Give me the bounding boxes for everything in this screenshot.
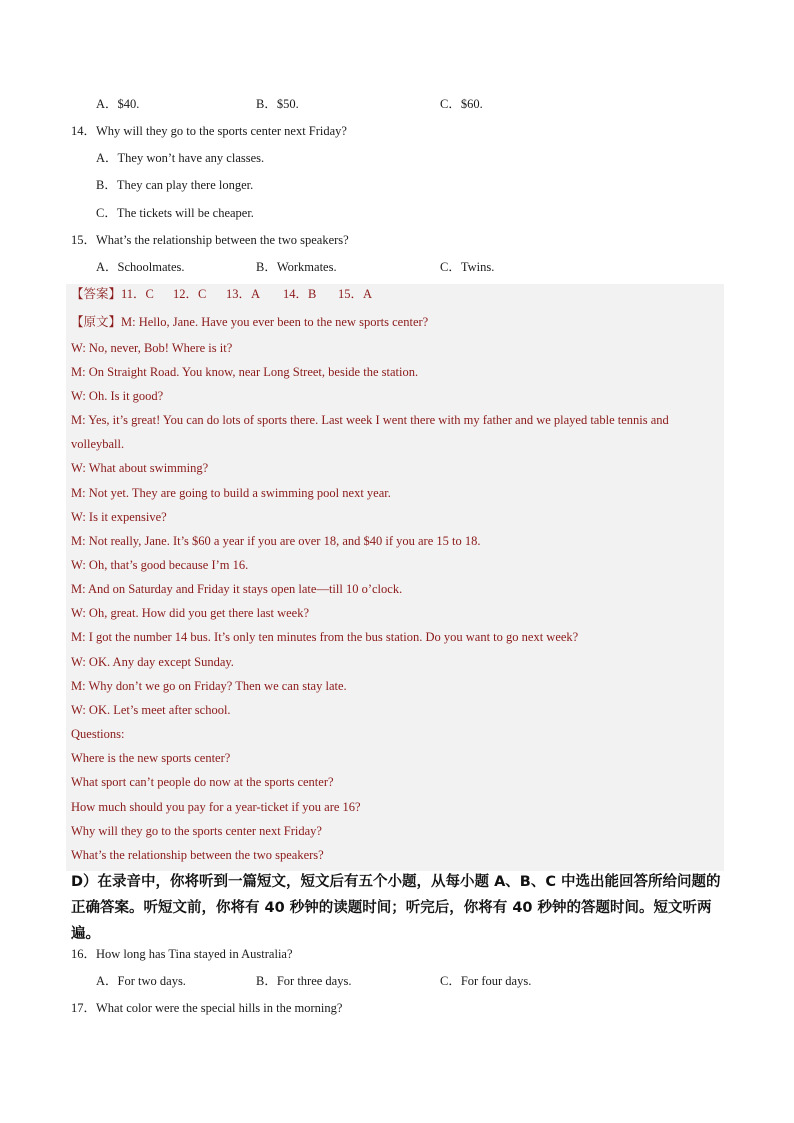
transcript-line-1: W: No, never, Bob! Where is it? <box>71 341 233 355</box>
transcript-question-3: How much should you pay for a year-ticket if you are 16? <box>71 800 361 814</box>
q15-question: 15．What’s the relationship between the two speakers? <box>71 233 349 247</box>
section-d-instructions: D）在录音中，你将听到一篇短文，短文后有五个小题，从每小题 A、B、C 中选出能回答所给问题的正确答案。听短文前，你将有 40 秒钟的读题时间；听完后，你将有 40 秒钟的答题时间。短文听两遍。 <box>71 874 721 942</box>
transcript-line-2: M: On Straight Road. You know, near Long Street, beside the station. <box>71 365 419 379</box>
transcript-line-7: W: Is it expensive? <box>71 510 167 524</box>
answer-13: 13．A <box>226 287 261 301</box>
q14-option-c: C．The tickets will be cheaper. <box>96 206 254 220</box>
q14-option-b: B．They can play there longer. <box>96 178 254 192</box>
transcript-question-1: Where is the new sports center? <box>71 751 231 765</box>
q16-option-b: B．For three days. <box>256 974 352 988</box>
transcript-line-9: W: Oh, that’s good because I’m 16. <box>71 558 249 572</box>
transcript-line-6: M: Not yet. They are going to build a swimming pool next year. <box>71 486 391 500</box>
transcript-first-line <box>71 314 721 330</box>
transcript-line-0: M: Hello, Jane. Have you ever been to the new sports center? <box>121 315 429 329</box>
q14-option-a: A．They won’t have any classes. <box>96 151 265 165</box>
answer-11: 11．C <box>121 287 154 301</box>
transcript-question-4: Why will they go to the sports center next Friday? <box>71 824 322 838</box>
q14-question: 14．Why will they go to the sports center next Friday? <box>71 124 347 138</box>
transcript-line-11: W: Oh, great. How did you get there last week? <box>71 606 310 620</box>
q15-option-b: B．Workmates. <box>256 260 337 274</box>
answer-label: 【答案】 <box>71 287 122 301</box>
transcript-line-8: M: Not really, Jane. It’s $60 a year if you are over 18, and $40 if you are 15 to 18. <box>71 534 481 548</box>
transcript-line-12: M: I got the number 14 bus. It’s only ten minutes from the bus station. Do you want to go next week? <box>71 630 579 644</box>
q13-option-b: B．$50. <box>256 97 299 111</box>
transcript-label: 【原文】 <box>71 315 122 329</box>
q15-option-a: A．Schoolmates. <box>96 260 185 274</box>
transcript-line-13: W: OK. Any day except Sunday. <box>71 655 234 669</box>
q13-option-c: C．$60. <box>440 97 483 111</box>
transcript-line-10: M: And on Saturday and Friday it stays open late—till 10 o’clock. <box>71 582 403 596</box>
transcript-line-14: M: Why don’t we go on Friday? Then we can stay late. <box>71 679 347 693</box>
q15-option-c: C．Twins. <box>440 260 495 274</box>
transcript-question-2: What sport can’t people do now at the sports center? <box>71 775 334 789</box>
q17-question: 17．What color were the special hills in the morning? <box>71 1001 343 1015</box>
answer-12: 12．C <box>173 287 207 301</box>
answer-14: 14．B <box>283 287 317 301</box>
transcript-line-15: W: OK. Let’s meet after school. <box>71 703 231 717</box>
transcript-line-3: W: Oh. Is it good? <box>71 389 164 403</box>
q13-option-a: A．$40. <box>96 97 140 111</box>
transcript-questions-label: Questions: <box>71 727 125 741</box>
q16-option-c: C．For four days. <box>440 974 532 988</box>
answer-15: 15．A <box>338 287 373 301</box>
transcript-question-5: What’s the relationship between the two speakers? <box>71 848 324 862</box>
transcript-line-4: M: Yes, it’s great! You can do lots of sports there. Last week I went there with my father and we played table tennis and volleyball. <box>71 413 669 451</box>
answer-key <box>71 286 372 302</box>
q16-option-a: A．For two days. <box>96 974 186 988</box>
transcript-line-5: W: What about swimming? <box>71 461 209 475</box>
q16-question: 16．How long has Tina stayed in Australia? <box>71 947 293 961</box>
